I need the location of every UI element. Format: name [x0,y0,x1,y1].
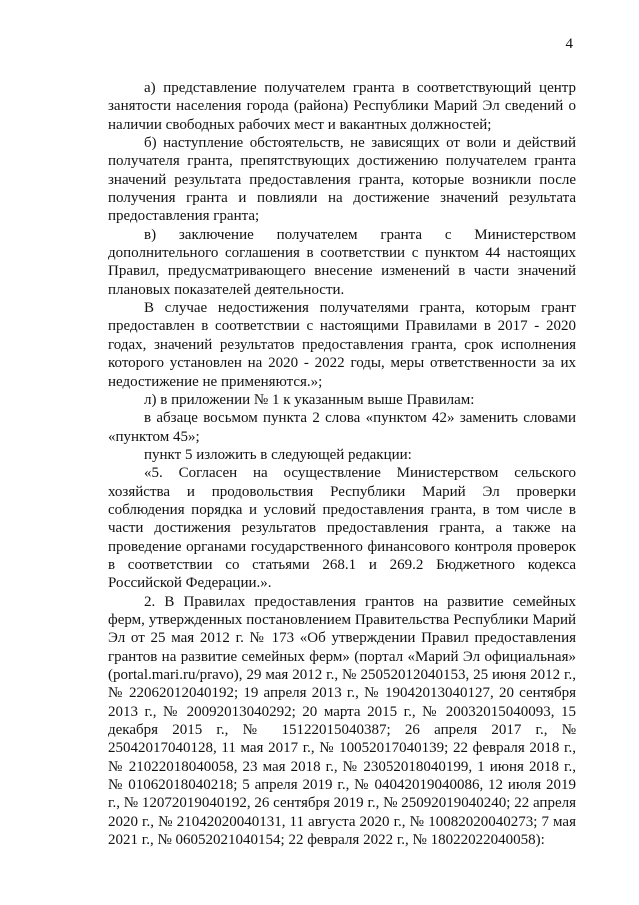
page-number: 4 [565,36,573,52]
paragraph-subitem-v: в) заключение получателем гранта с Министерством дополнительного соглашения в соответствии с пунктом 44 настоящих Правил, предусматривающего внесение изменений в части значений плановых показателей деятельности. [108,226,576,298]
paragraph-non-achievement: В случае недостижения получателями гранта, которым грант предоставлен в соответствии с настоящими Правилами в 2017 - 2020 годах, значений результатов предоставления гранта, срок исполнения которого установлен на 2020 - 2022 годы, меры ответственности за их недостижение не применяются.»; [108,300,576,390]
paragraph-item-5-text: «5. Согласен на осуществление Министерством сельского хозяйства и продовольствия Республики Марий Эл проверки соблюдения порядка и условий предоставления гранта, в том числе в части достижения результатов предоставления гранта, а также на проведение органами государственного финансового контроля проверок в соответствии со статьями 268.1 и 269.2 Бюджетного кодекса Российской Федерации.». [108,465,576,592]
paragraph-subitem-b: б) наступление обстоятельств, не зависящих от воли и действий получателя гранта, препятствующих достижению получателем гранта значений результата предоставления гранта, которые возникли после получения гранта и повлияли на достижение значений результата предоставления гранта; [108,135,576,225]
paragraph-item-2-replace: в абзаце восьмом пункта 2 слова «пунктом 42» заменить словами «пунктом 45»; [108,410,576,445]
paragraph-section-2: 2. В Правилах предоставления грантов на развитие семейных ферм, утвержденных постановлением Правительства Республики Марий Эл от 25 мая 2012 г. № 173 «Об утверждении Правил предоставления грантов на развитие семейных ферм» (портал «Марий Эл официальная» (portal.mari.ru/pravo), 29 мая 2012 г., № 25052012040153, 25 июня 2012 г., № 22062012040192; 19 апреля 2013 г., № 19042013040127, 20 сентября 2013 г., № 20092013040292; 20 марта 2015 г., № 20032015040093, 15 декабря 2015 г., № 15122015040387; 26 апреля 2017 г., № 25042017040128, 11 мая 2017 г., № 10052017040139; 22 февраля 2018 г., № 21022018040058, 23 мая 2018 г., № 23052018040199, 1 июня 2018 г., № 01062018040218; 5 апреля 2019 г., № 04042019040086, 12 июля 2019 г., № 12072019040192, 26 сентября 2019 г., № 25092019040240; 22 апреля 2020 г., № 21042020040131, 11 августа 2020 г., № 10082020040273; 7 мая 2021 г., № 06052021040154; 22 февраля 2022 г., № 18022022040058): [108,593,576,849]
paragraph-subitem-l: л) в приложении № 1 к указанным выше Правилам: [144,391,475,408]
paragraph-subitem-a: а) представление получателем гранта в соответствующий центр занятости населения города (района) Республики Марий Эл сведений о наличии свободных рабочих мест и вакантных должностей; [108,80,576,133]
document-body [108,79,576,849]
paragraph-item-5-intro: пункт 5 изложить в следующей редакции: [144,446,412,463]
